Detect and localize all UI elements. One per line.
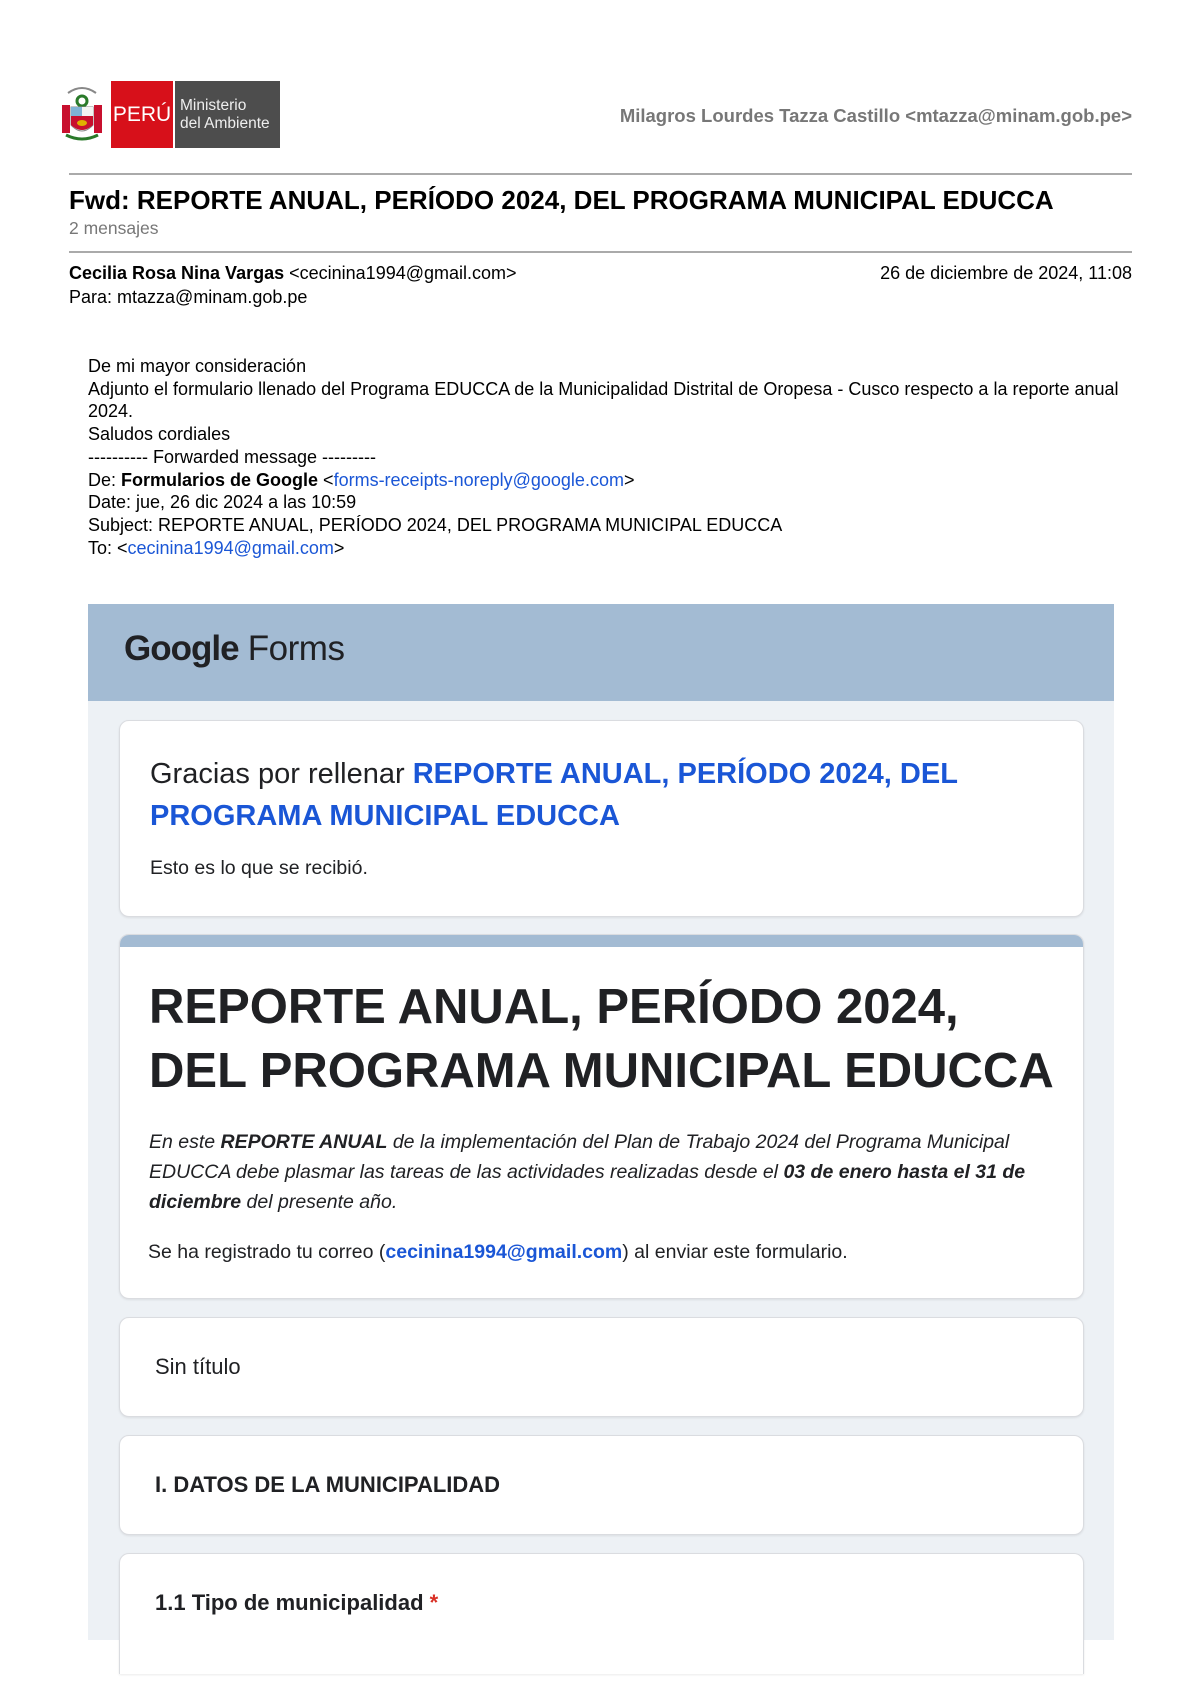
form-description	[149, 1127, 1069, 1217]
form-title: REPORTE ANUAL, PERÍODO 2024, DEL PROGRAMA MUNICIPAL EDUCCA	[149, 980, 1054, 1098]
message-body	[88, 355, 1128, 559]
desc-text: del presente año.	[241, 1191, 398, 1213]
brand-google: Google	[124, 629, 239, 668]
account-owner: Milagros Lourdes Tazza Castillo <mtazza@minam.gob.pe>	[619, 105, 1132, 126]
question-card	[119, 1553, 1084, 1674]
section-title: Sin título	[155, 1354, 241, 1379]
fwd-date: Date: jue, 26 dic 2024 a las 10:59	[88, 492, 357, 513]
registered-suffix: ) al enviar este formulario.	[622, 1241, 848, 1263]
form-link[interactable]: REPORTE ANUAL, PERÍODO 2024, DEL PROGRAMA MUNICIPAL EDUCCA	[150, 758, 958, 832]
sender	[69, 263, 517, 284]
desc-bold: REPORTE ANUAL	[220, 1131, 388, 1153]
fwd-to-label: To:	[88, 537, 118, 558]
registered-email-link[interactable]: cecinina1994@gmail.com	[385, 1241, 623, 1263]
body-line: De mi mayor consideración	[88, 356, 307, 376]
fwd-to: To: <cecinina1994@gmail.com>	[88, 537, 345, 558]
google-forms-receipt	[88, 604, 1114, 1640]
section-card-untitled	[119, 1317, 1084, 1417]
logo-ministry-text	[173, 81, 280, 148]
desc-text: En este	[149, 1131, 221, 1153]
sender-name: Cecilia Rosa Nina Vargas	[69, 263, 285, 283]
thanks-text	[150, 753, 1050, 837]
message-count: 2 mensajes	[69, 218, 159, 238]
card-accent-band	[120, 935, 1083, 947]
minam-logo	[60, 81, 280, 148]
peru-coat-of-arms-icon	[60, 85, 104, 145]
thread-subject: Fwd: REPORTE ANUAL, PERÍODO 2024, DEL PROGRAMA MUNICIPAL EDUCCA	[69, 185, 1054, 215]
ministry-line2: del Ambiente	[180, 114, 270, 132]
desc-text: de la implementación del Plan de Trabajo 2024 del Programa Municipal EDUCCA debe plasmar las tareas de las actividades realizadas desde el	[149, 1131, 1010, 1183]
forms-header-band	[88, 604, 1114, 701]
sender-email: <cecinina1994@gmail.com>	[289, 263, 517, 283]
brand-forms: Forms	[247, 629, 345, 668]
section-title: I. DATOS DE LA MUNICIPALIDAD	[155, 1472, 501, 1497]
recipient: Para: mtazza@minam.gob.pe	[69, 287, 308, 307]
body-line: Adjunto el formulario llenado del Programa EDUCCA de la Municipalidad Distrital de Oropesa - Cusco respecto a la reporte anual 2024.	[88, 378, 1119, 422]
message-date: 26 de diciembre de 2024, 11:08	[880, 263, 1132, 283]
form-header-card	[119, 934, 1084, 1299]
section-card-datos	[119, 1435, 1084, 1535]
thanks-prefix: Gracias por rellenar	[150, 758, 413, 790]
body-line: ---------- Forwarded message ---------	[88, 446, 376, 467]
fwd-subject: Subject: REPORTE ANUAL, PERÍODO 2024, DEL PROGRAMA MUNICIPAL EDUCCA	[88, 514, 783, 535]
fwd-from: De: Formularios de Google <forms-receipts-noreply@google.com>	[88, 469, 635, 490]
divider	[69, 251, 1132, 253]
fwd-from-label: De:	[88, 469, 122, 490]
body-line: Saludos cordiales	[88, 424, 231, 445]
fwd-to-email-link[interactable]: cecinina1994@gmail.com	[127, 537, 334, 558]
divider	[69, 173, 1132, 175]
desc-bold: 03 de enero hasta el 31 de diciembre	[149, 1161, 1026, 1213]
registered-email-note	[148, 1241, 848, 1264]
question-title	[155, 1590, 438, 1616]
received-text: Esto es lo que se recibió.	[150, 857, 368, 879]
ministry-line1: Ministerio	[180, 96, 247, 114]
google-forms-logo	[124, 629, 344, 669]
thanks-card	[119, 720, 1084, 917]
fwd-from-email-link[interactable]: forms-receipts-noreply@google.com	[333, 469, 624, 490]
registered-prefix: Se ha registrado tu correo (	[148, 1241, 386, 1263]
question-label: 1.1 Tipo de municipalidad	[155, 1590, 424, 1615]
required-asterisk: *	[429, 1590, 439, 1615]
logo-peru-text: PERÚ	[111, 81, 173, 148]
fwd-from-name: Formularios de Google	[121, 469, 319, 490]
